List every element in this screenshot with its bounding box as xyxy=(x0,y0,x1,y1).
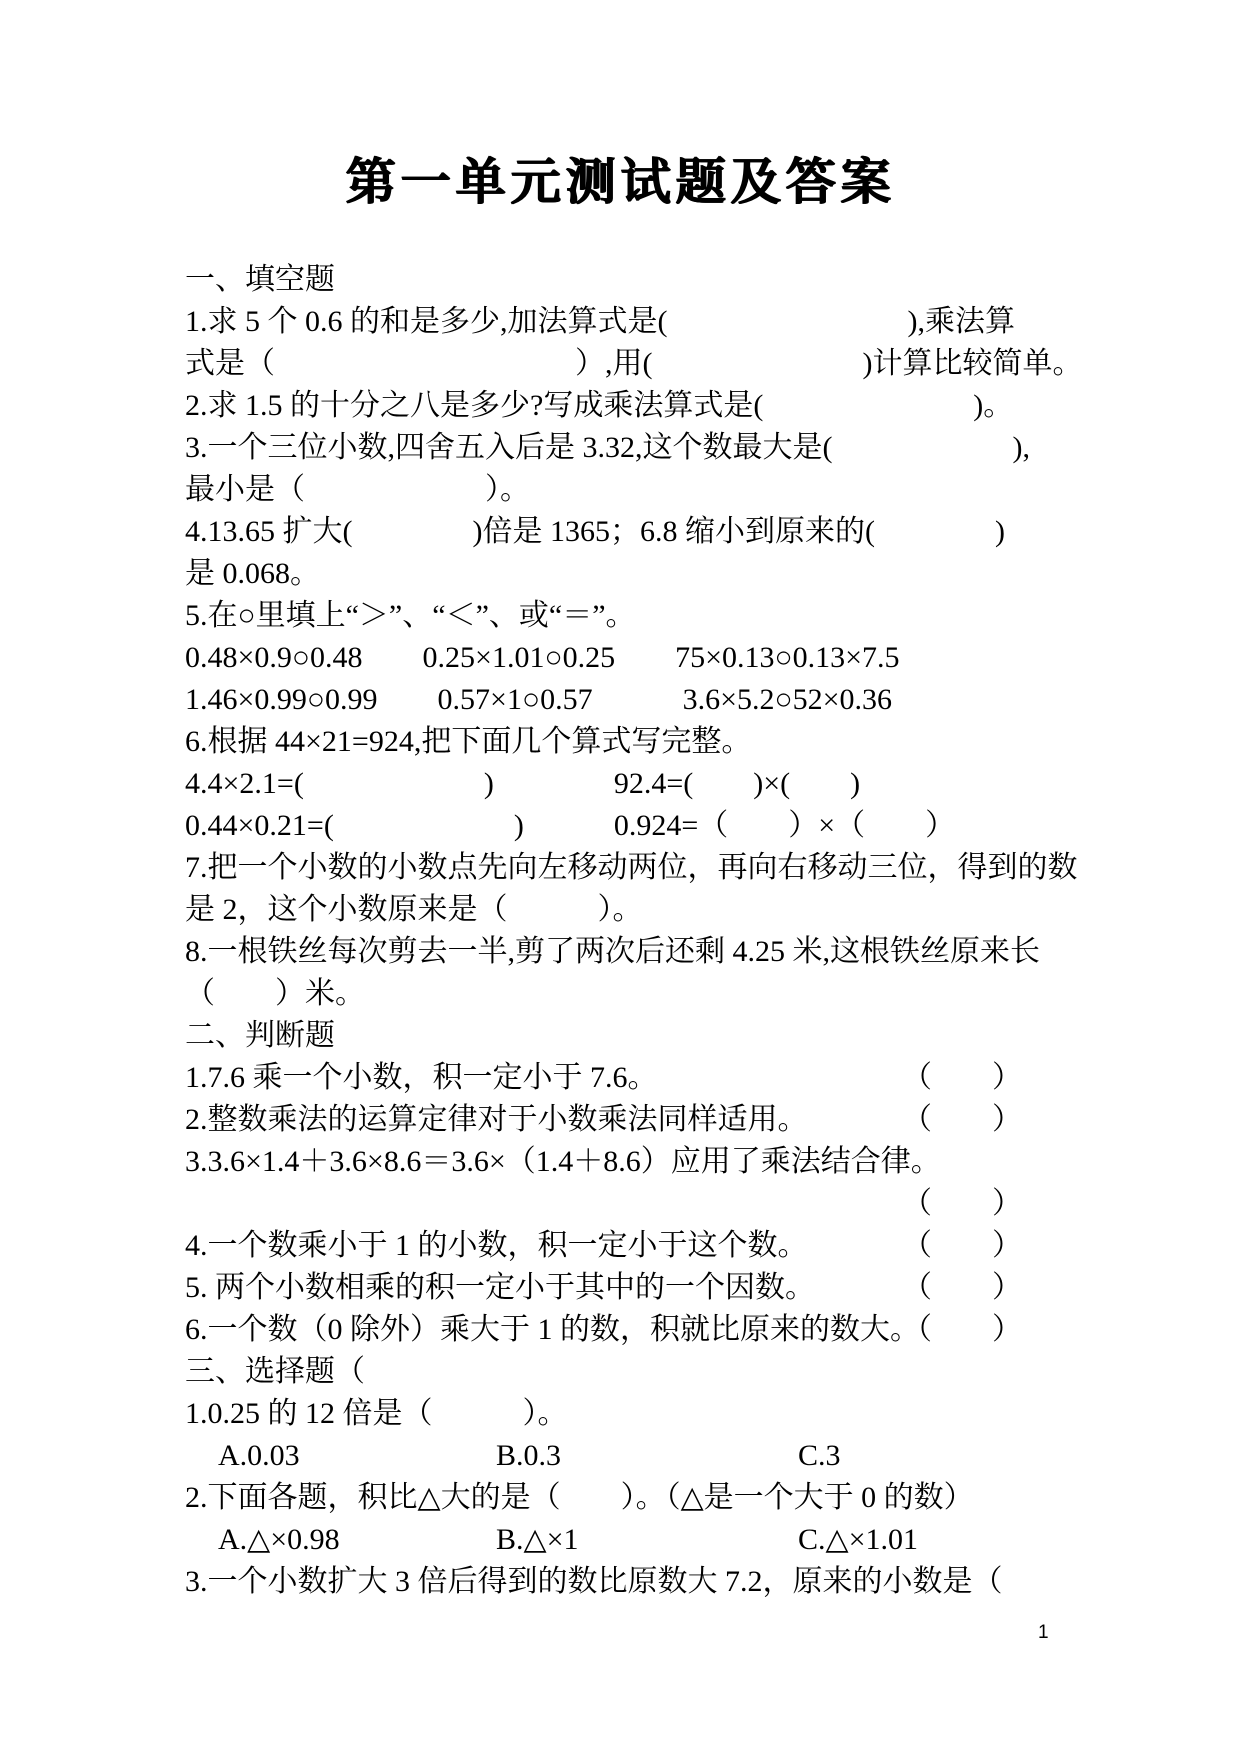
line-text: 7.把一个小数的小数点先向左移动两位，再向右移动三位，得到的数 xyxy=(185,851,1078,884)
line-text: 三、选择题（ xyxy=(185,1355,365,1388)
line-text: 8.一根铁丝每次剪去一半,剪了两次后还剩 4.25 米,这根铁丝原来长 xyxy=(185,935,1040,968)
text-line xyxy=(185,259,1100,301)
choice-option: A.△×0.98 xyxy=(218,1523,340,1556)
answer-parens: （ ） xyxy=(902,1187,1022,1220)
line-text: （ ）米。 xyxy=(185,977,365,1010)
line-text: 3.一个小数扩大 3 倍后得到的数比原数大 7.2，原来的小数是（ xyxy=(185,1565,1003,1598)
text-line xyxy=(185,301,1100,343)
choice-option: A.0.03 xyxy=(218,1439,300,1472)
text-line xyxy=(185,1057,1100,1099)
line-text: 6.一个数（0 除外）乘大于 1 的数，积就比原来的数大。 xyxy=(185,1313,920,1346)
text-line xyxy=(185,427,1100,469)
text-line xyxy=(185,385,1100,427)
text-line xyxy=(185,721,1100,763)
text-line xyxy=(185,1477,1100,1519)
line-text: 3.一个三位小数,四舍五入后是 3.32,这个数最大是( ), xyxy=(185,431,1030,464)
line-text: 2.整数乘法的运算定律对于小数乘法同样适用。 xyxy=(185,1103,808,1136)
line-text: 4.13.65 扩大( )倍是 1365；6.8 缩小到原来的( ) xyxy=(185,515,1005,548)
text-line xyxy=(185,1225,1100,1267)
text-line xyxy=(185,847,1100,889)
text-line xyxy=(185,1141,1100,1183)
line-text: 0.48×0.9○0.48 0.25×1.01○0.25 75×0.13○0.13×7.5 xyxy=(185,641,900,674)
line-text: 5. 两个小数相乘的积一定小于其中的一个因数。 xyxy=(185,1271,815,1304)
text-line xyxy=(185,343,1100,385)
line-text: 式是（ ）,用( )计算比较简单。 xyxy=(185,347,1083,380)
line-text: 4.一个数乘小于 1 的小数，积一定小于这个数。 xyxy=(185,1229,808,1262)
text-line xyxy=(185,637,1100,679)
line-text: 是 2，这个小数原来是（ ）。 xyxy=(185,893,643,926)
line-text: 1.求 5 个 0.6 的和是多少,加法算式是( ),乘法算 xyxy=(185,305,1015,338)
text-line xyxy=(185,1519,1100,1561)
line-text: 0.44×0.21=( ) 0.924=（ ）×（ ） xyxy=(185,809,956,842)
text-line xyxy=(185,1099,1100,1141)
text-line xyxy=(185,805,1100,847)
line-text: 1.0.25 的 12 倍是（ ）。 xyxy=(185,1397,568,1430)
text-line xyxy=(185,1015,1100,1057)
line-text: 3.3.6×1.4＋3.6×8.6＝3.6×（1.4＋8.6）应用了乘法结合律。 xyxy=(185,1145,941,1178)
line-text: 2.求 1.5 的十分之八是多少?写成乘法算式是( )。 xyxy=(185,389,1014,422)
answer-parens: （ ） xyxy=(902,1061,1022,1094)
text-line xyxy=(185,595,1100,637)
text-line xyxy=(185,1393,1100,1435)
text-line xyxy=(185,469,1100,511)
line-text: 一、填空题 xyxy=(185,263,335,296)
line-text: 1.7.6 乘一个小数，积一定小于 7.6。 xyxy=(185,1061,658,1094)
choice-option: C.3 xyxy=(798,1439,841,1472)
text-line xyxy=(185,1309,1100,1351)
line-text: 是 0.068。 xyxy=(185,557,320,590)
line-text: 6.根据 44×21=924,把下面几个算式写完整。 xyxy=(185,725,752,758)
choice-option: C.△×1.01 xyxy=(798,1523,918,1556)
line-text: 最小是（ ）。 xyxy=(185,473,530,506)
page-title: 第一单元测试题及答案 xyxy=(345,154,896,210)
choice-option: B.0.3 xyxy=(496,1439,562,1472)
text-line xyxy=(185,553,1100,595)
text-line xyxy=(185,931,1100,973)
text-line xyxy=(185,763,1100,805)
answer-parens: （ ） xyxy=(902,1103,1022,1136)
text-line xyxy=(185,1561,1100,1603)
line-text: 2.下面各题，积比△大的是（ ）。（△是一个大于 0 的数） xyxy=(185,1481,974,1514)
answer-parens: （ ） xyxy=(902,1271,1022,1304)
text-line xyxy=(185,889,1100,931)
text-line xyxy=(185,1351,1100,1393)
choice-option: B.△×1 xyxy=(496,1523,579,1556)
line-text: 二、判断题 xyxy=(185,1019,335,1052)
text-line xyxy=(185,1183,1100,1225)
line-text: 5.在○里填上“＞”、“＜”、或“＝”。 xyxy=(185,599,636,632)
line-text: 4.4×2.1=( ) 92.4=( )×( ) xyxy=(185,767,861,800)
text-line xyxy=(185,1435,1100,1477)
line-text: 1.46×0.99○0.99 0.57×1○0.57 3.6×5.2○52×0.36 xyxy=(185,683,893,716)
text-line xyxy=(185,511,1100,553)
text-line xyxy=(185,973,1100,1015)
answer-parens: （ ） xyxy=(902,1313,1022,1346)
document-body xyxy=(185,259,1100,1603)
text-line xyxy=(185,1267,1100,1309)
page-number: 1 xyxy=(1038,1622,1049,1643)
text-line xyxy=(185,679,1100,721)
answer-parens: （ ） xyxy=(902,1229,1022,1262)
